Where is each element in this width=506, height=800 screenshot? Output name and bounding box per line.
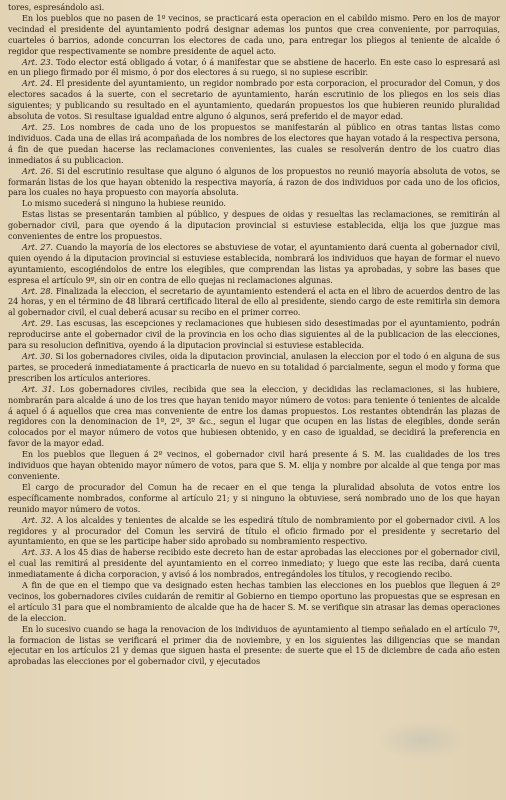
article-paragraph [8, 318, 500, 351]
paper-stain [376, 720, 466, 760]
paragraph-text: Si los gobernadores civiles, oida la diputacion provincial, anulasen la eleccion por el todo ó en alguna de sus partes, se procederá inmediatamente á practicarla de nuevo en su totalidad ó parcialmente, segun el modo y forma que prescriben los artículos anteriores. [8, 351, 500, 383]
paragraph [8, 482, 500, 515]
article-paragraph [8, 515, 500, 548]
article-number: Art. 29. [22, 318, 54, 329]
article-paragraph [8, 286, 500, 319]
article-number: Art. 23. [22, 56, 54, 67]
paragraph-text: tores, espresándolo asi. [8, 2, 105, 12]
article-paragraph [8, 166, 500, 199]
paragraph-text: En lo sucesivo cuando se haga la renovacion de los individuos de ayuntamiento al tiempo señalado en el artículo 7º, la formacion de listas se verificará el primer dia de noviembre, y en los siguientes las diligencias que se mandan ejecutar en los artículos 21 y demas que siguen hasta el presente: de suerte que el 15 de diciembre de cada año esten aprobadas las elecciones por el gobernador civil, y ejecutados [8, 623, 500, 667]
article-number: Art. 25. [22, 121, 56, 132]
paragraph-text: En los pueblos que no pasen de 1º vecinos, se practicará esta operacion en el cabildo mismo. Pero en los de mayor vecindad el presidente del ayuntamiento podrá designar ademas los puntos que crea conveniente, por parroquias, cuarteles ó barrios, adonde concurran los electores de cada uno, para entregar los pliegos al teniente de alcalde ó regidor que respectivamente se nombre presidente de aquel acto. [8, 12, 500, 56]
paragraph [8, 2, 500, 13]
article-number: Art. 27. [22, 241, 53, 252]
paragraph-text: Los gobernadores civiles, recibida que sea la eleccion, y decididas las reclamaciones, si las hubiere, nombrarán para alcalde á uno de los tres que hayan tenido mayor número de votos: para teniente ó tenientes de alcalde á aquel ó á aquellos que crea mas conveniente de entre los damas propuestos. Los restantes obtendrán las plazas de regidores con la denominacion de 1º, 2º, 3º &c., segun el lugar que ocupen en las listas de elegibles, donde serán colocados por el mayor número de votos que hubiesen obtenido, y en caso de igualdad, se decidirá la preferencia en favor de la mayor edad. [8, 383, 500, 449]
paragraph-text: Los nombres de cada uno de los propuestos se manifestarán al público en otras tantas listas como individuos. Cada una de ellas irá acompañada de los nombres de los electores que hayan votado á la respectiva persona, á fin de que puedan hacerse las reclamaciones convenientes, las cuales se resolverán dentro de los cuatro dias inmediatos á su publicacion. [8, 121, 500, 165]
paragraph [8, 209, 500, 242]
paragraph [8, 13, 500, 57]
paragraph [8, 198, 500, 209]
article-number: Art. 30. [22, 351, 53, 361]
paragraph-text: El presidente del ayuntamiento, un regidor nombrado por esta corporacion, el procurador del Comun, y dos electores sacados á la suerte, con el secretario de ayuntamiento, harán escrutinio de los pliegos en los seis dias siguientes; y publicando su resultado en el ayuntamiento, quedarán propuestos los que hubieren reunido pluralidad absoluta de votos. Si resultase igualdad entre alguno ó algunos, será preferido el de mayor edad. [8, 78, 500, 122]
paragraph-text: Lo mismo sucederá si ninguno la hubiese reunido. [22, 198, 226, 209]
article-paragraph [8, 78, 500, 122]
paragraph [8, 624, 500, 668]
article-number: Art. 28. [22, 285, 53, 296]
paragraph-text: Finalizada la eleccion, el secretario de ayuntamiento estenderá el acta en el libro de acuerdos dentro de las 24 horas, y en el término de 48 librará certificado literal de ello al presidente, siendo cargo de este remitirla sin demora al gobernador civil, el cual deberá acusar su recibo en el primer correo. [8, 285, 500, 318]
article-number: Art. 26. [22, 165, 54, 176]
article-number: Art. 31. [22, 383, 55, 394]
paragraph-text: A fin de que en el tiempo que va designado esten hechas tambien las elecciones en los pueblos que lleguen á 2º vecinos, los gobernadores civiles cuidarán de remitir al Gobierno en tiempo oportuno las propuestas que se espresan en el artículo 31 para que el nombramiento de alcalde que ha de hacer S. M. se verifique sin atrasar las demas operaciones de la eleccion. [8, 580, 500, 623]
paragraph-text: Estas listas se presentarán tambien al público, y despues de oidas y resueltas las reclamaciones, se remitirán al gobernador civil, para que oyendo á la diputacion provincial si estuviese establecida, elija los que juzgue mas convenientes de entre los propuestos. [8, 209, 500, 242]
paragraph-text: Cuando la mayoría de los electores se abstuviese de votar, el ayuntamiento dará cuenta al gobernador civil, quien oyendo á la diputacion provincial si estuviese establecida, nombrará los individuos que hayan de formar el nuevo ayuntamiento, escogiéndolos de entre los elegibles, que comprendan las listas ya aprobadas, y sobre las bases que espresa el artículo 9º, sin oir en contra de ello quejas ni reclamaciones algunas. [8, 241, 500, 285]
article-number: Art. 24. [22, 78, 53, 89]
article-paragraph [8, 122, 500, 166]
article-paragraph [8, 351, 500, 384]
paragraph-text: Las escusas, las escepciones y reclamaciones que hubiesen sido desestimadas por el ayuntamiento, podrán reproducirse ante el gobernador civil de la provincia en los ocho dias siguientes al de la publicacion de las elecciones, para su resolucion definitiva, oyendo á la diputacion provincial si estuviese establecida. [8, 318, 501, 351]
paragraph [8, 580, 500, 624]
paragraph [8, 449, 500, 482]
article-paragraph [8, 57, 500, 79]
paragraph-text: Si del escrutinio resultase que alguno ó algunos de los propuestos no reunió mayoría absoluta de votos, se formarán listas de los que hayan obtenido la respectiva mayoría, á razon de dos individuos por cada uno de los oficios, para los cuales no haya propuesto con mayoría absoluta. [8, 165, 500, 198]
article-number: Art. 32. [22, 514, 54, 525]
article-paragraph [8, 242, 500, 286]
article-number: Art. 33. [22, 547, 53, 558]
article-paragraph [8, 384, 500, 449]
paragraph-text: En los pueblos que lleguen á 2º vecinos, el gobernador civil hará presente á S. M. las cualidades de los tres individuos que hayan obtenido mayor número de votos, para que S. M. elija y nombre por alcalde al que tenga por mas conveniente. [8, 449, 500, 481]
paragraph-text: Todo elector está obligado á votar, ó á manifestar que se abstiene de hacerlo. En este caso lo espresará asi en un pliego firmado por él mismo, ó por dos electores á su ruego, si no supiese escribir. [8, 56, 500, 78]
paragraph-text: A los 45 dias de haberse recibido este decreto han de estar aprobadas las elecciones por el gobernador civil, el cual las remitirá al presidente del ayuntamiento en el correo inmediato; y luego que este las reciba, dará cuenta inmediatamente á dicha corporacion, y avisó á los nombrados, entregándoles los títulos, y recogiendo recibo. [8, 547, 500, 580]
paragraph-text: El cargo de procurador del Comun ha de recaer en el que tenga la pluralidad absoluta de votos entre los específicamente nombrados, conforme al artículo 21; y si ninguno la obtuviese, será nombrado uno de los que hayan reunido mayor número de votos. [8, 481, 500, 514]
article-paragraph [8, 547, 500, 580]
paragraph-text: A los alcaldes y tenientes de alcalde se les espedirá título de nombramiento por el gobernador civil. A los regidores y al procurador del Comun les servirá de título el oficio firmado por el presidente y secretario del ayuntamiento, en que se les participe haber sido aprobado su nombramiento respectivo. [8, 514, 500, 547]
